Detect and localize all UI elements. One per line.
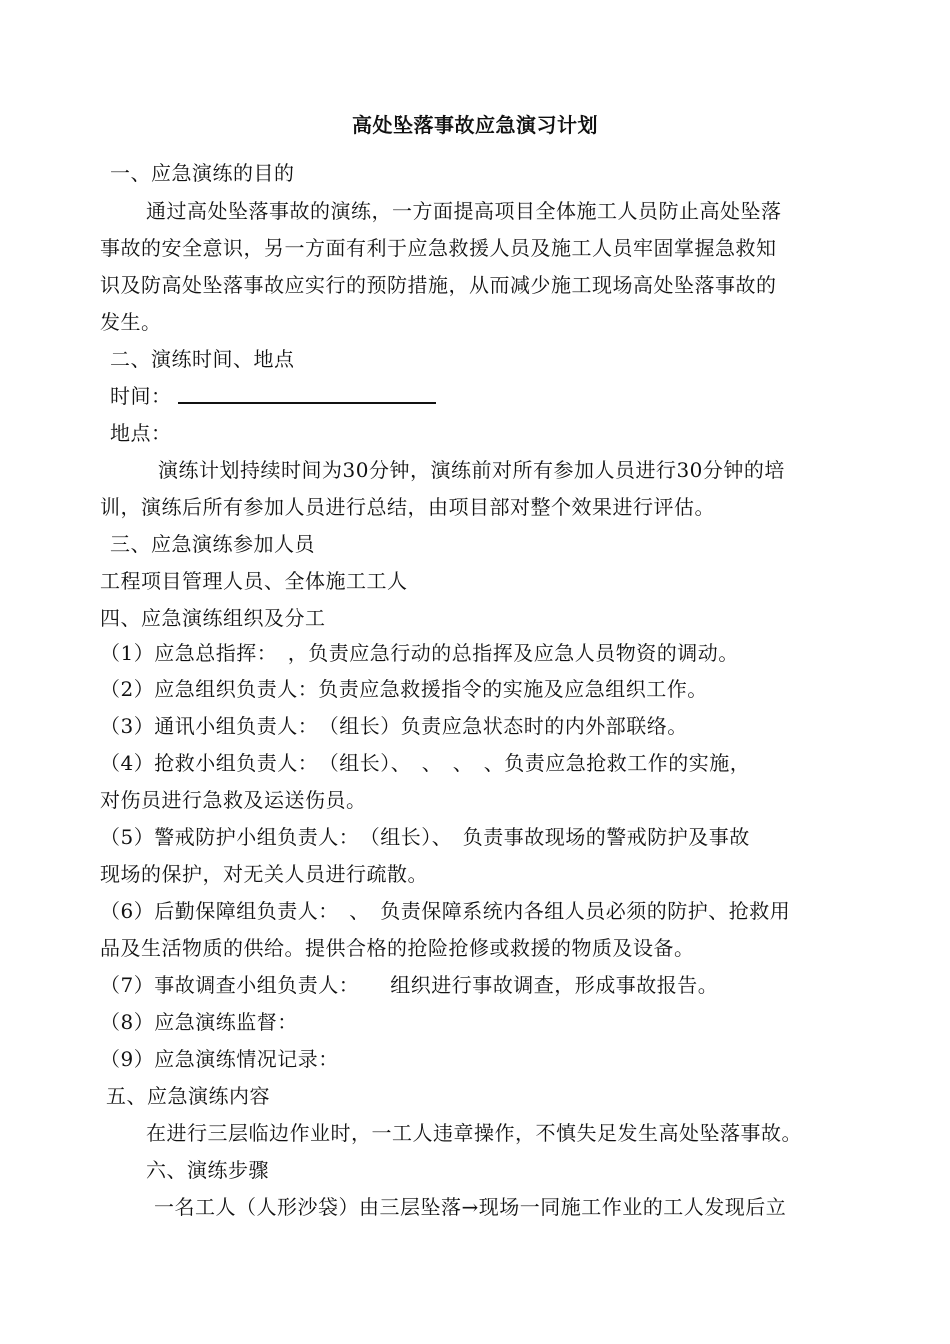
list-item: （5）警戒防护小组负责人： （组长）、 负责事故现场的警戒防护及事故 [100,825,750,849]
place-label: 地点： [110,421,172,445]
time-label: 时间： [110,384,172,408]
paragraph-line: 演练计划持续时间为30分钟，演练前对所有参加人员进行30分钟的培 [158,458,785,482]
paragraph-line: 工程项目管理人员、全体施工工人 [100,569,408,593]
list-item: （8）应急演练监督： [100,1010,298,1034]
paragraph-line: 事故的安全意识，另一方面有利于应急救援人员及施工人员牢固掌握急救知 [100,236,777,260]
list-item: （2）应急组织负责人：负责应急救援指令的实施及应急组织工作。 [100,677,708,701]
section-heading-steps: 六、演练步骤 [146,1158,269,1182]
paragraph-line: 识及防高处坠落事故应实行的预防措施，从而减少施工现场高处坠落事故的 [100,273,777,297]
list-item: （9）应急演练情况记录： [100,1047,339,1071]
paragraph-line: 训，演练后所有参加人员进行总结，由项目部对整个效果进行评估。 [100,495,715,519]
list-item: （1）应急总指挥： ，负责应急行动的总指挥及应急人员物资的调动。 [100,641,739,665]
document-title: 高处坠落事故应急演习计划 [352,113,598,137]
time-fill-blank [178,402,436,404]
list-item-continued: 品及生活物质的供给。提供合格的抢险抢修或救援的物质及设备。 [100,936,695,960]
list-item-continued: 对伤员进行急救及运送伤员。 [100,788,367,812]
section-heading-participants: 三、应急演练参加人员 [110,532,315,556]
list-item: （3）通讯小组负责人： （组长）负责应急状态时的内外部联络。 [100,714,688,738]
list-item: （4）抢救小组负责人： （组长）、 、 、 、负责应急抢救工作的实施， [100,751,751,775]
paragraph-line: 在进行三层临边作业时，一工人违章操作，不慎失足发生高处坠落事故。 [146,1121,802,1145]
section-heading-purpose: 一、应急演练的目的 [110,161,295,185]
section-heading-content: 五、应急演练内容 [106,1084,270,1108]
section-heading-organization: 四、应急演练组织及分工 [100,606,326,630]
list-item-continued: 现场的保护，对无关人员进行疏散。 [100,862,428,886]
paragraph-line: 通过高处坠落事故的演练，一方面提高项目全体施工人员防止高处坠落 [146,199,782,223]
paragraph-line: 发生。 [100,310,162,334]
section-heading-time-place: 二、演练时间、地点 [110,347,295,371]
list-item: （7）事故调查小组负责人： 组织进行事故调查，形成事故报告。 [100,973,719,997]
paragraph-line: 一名工人（人形沙袋）由三层坠落→现场一同施工作业的工人发现后立 [154,1195,787,1219]
list-item: （6）后勤保障组负责人： 、 负责保障系统内各组人员必须的防护、抢救用 [100,899,791,923]
